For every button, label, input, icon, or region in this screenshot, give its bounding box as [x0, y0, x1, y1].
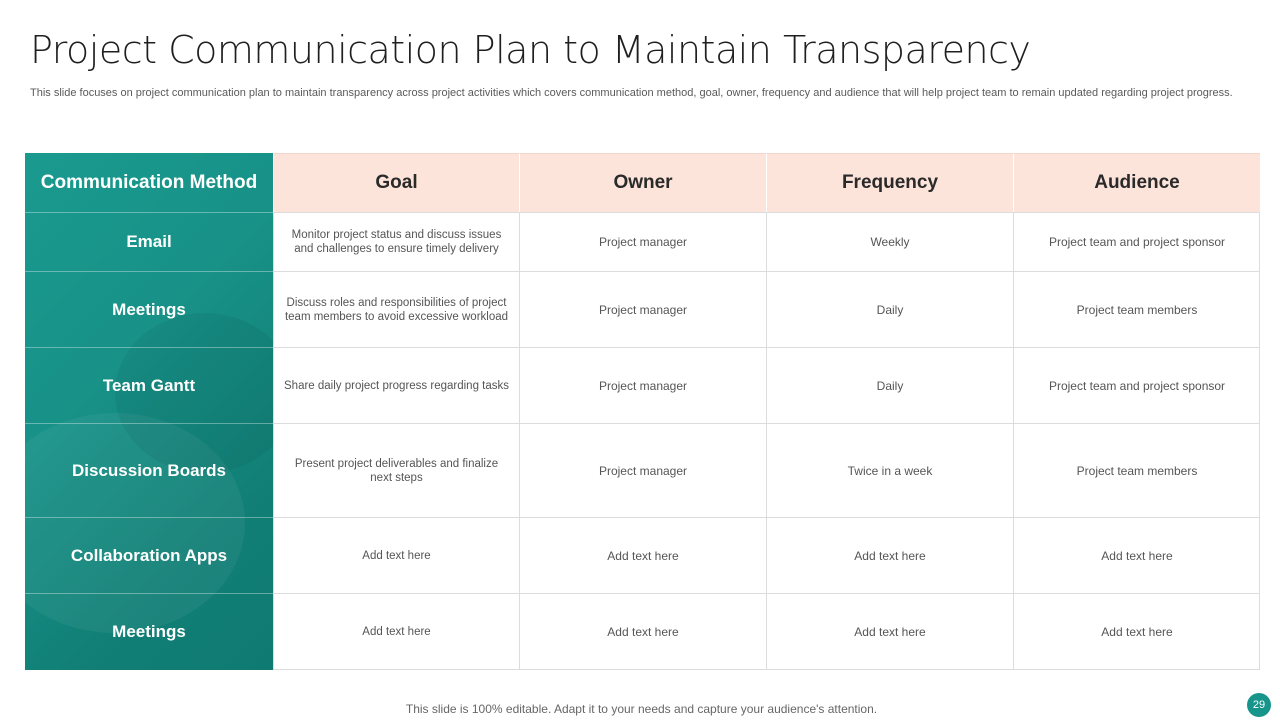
- owner-cell: Add text here: [519, 517, 766, 593]
- page-number-badge: 29: [1247, 693, 1271, 717]
- method-cell: Email: [25, 212, 273, 271]
- owner-cell: Project manager: [519, 212, 766, 271]
- header-goal: Goal: [273, 153, 519, 212]
- frequency-cell: Weekly: [766, 212, 1013, 271]
- frequency-cell: Daily: [766, 347, 1013, 423]
- method-cell: Meetings: [25, 593, 273, 670]
- method-cell: Collaboration Apps: [25, 517, 273, 593]
- goal-cell: Discuss roles and responsibilities of project team members to avoid excessive workload: [273, 271, 519, 347]
- frequency-cell: Daily: [766, 271, 1013, 347]
- goal-cell: Monitor project status and discuss issues and challenges to ensure timely delivery: [273, 212, 519, 271]
- frequency-cell: Add text here: [766, 593, 1013, 670]
- slide-title: Project Communication Plan to Maintain Transparency: [30, 28, 1031, 72]
- audience-cell: Project team members: [1013, 271, 1260, 347]
- audience-cell: Add text here: [1013, 517, 1260, 593]
- audience-cell: Project team and project sponsor: [1013, 347, 1260, 423]
- goal-cell: Add text here: [273, 593, 519, 670]
- owner-cell: Project manager: [519, 423, 766, 517]
- slide-subtitle: This slide focuses on project communication plan to maintain transparency across project activities which covers communication method, goal, owner, frequency and audience that will help project team to remain updated regarding project progress.: [30, 87, 1233, 99]
- header-communication-method: Communication Method: [40, 171, 258, 193]
- frequency-cell: Twice in a week: [766, 423, 1013, 517]
- owner-cell: Add text here: [519, 593, 766, 670]
- communication-plan-table: [25, 153, 1260, 670]
- header-frequency: Frequency: [766, 153, 1013, 212]
- method-cell: Meetings: [25, 271, 273, 347]
- slide-footer-note: This slide is 100% editable. Adapt it to your needs and capture your audience's attention.: [405, 702, 878, 716]
- goal-cell: Add text here: [273, 517, 519, 593]
- method-cell: Discussion Boards: [25, 423, 273, 517]
- owner-cell: Project manager: [519, 271, 766, 347]
- header-owner: Owner: [519, 153, 766, 212]
- header-audience: Audience: [1013, 153, 1260, 212]
- goal-cell: Share daily project progress regarding tasks: [273, 347, 519, 423]
- goal-cell: Present project deliverables and finalize next steps: [273, 423, 519, 517]
- audience-cell: Project team members: [1013, 423, 1260, 517]
- audience-cell: Project team and project sponsor: [1013, 212, 1260, 271]
- method-cell: Team Gantt: [25, 347, 273, 423]
- owner-cell: Project manager: [519, 347, 766, 423]
- audience-cell: Add text here: [1013, 593, 1260, 670]
- frequency-cell: Add text here: [766, 517, 1013, 593]
